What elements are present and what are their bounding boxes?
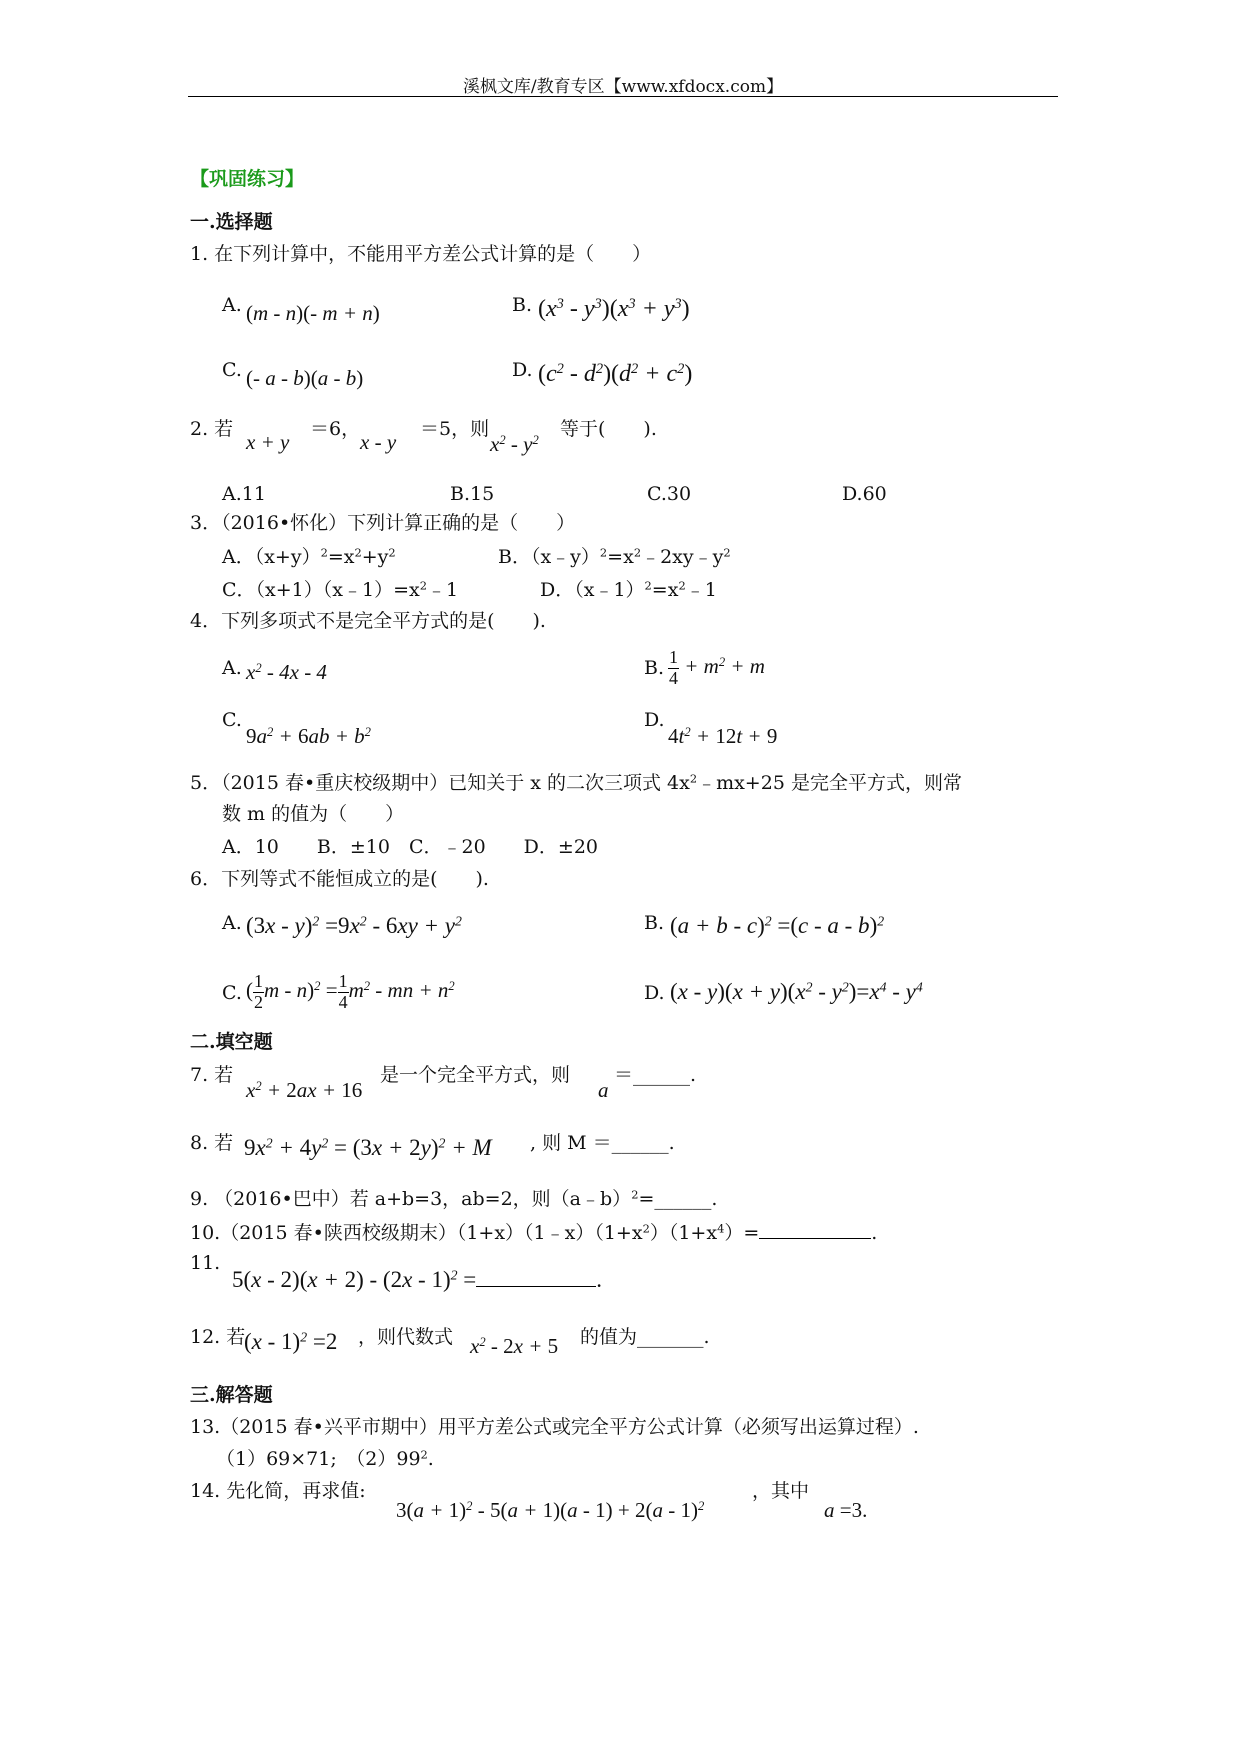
q1-option-b-expr: $(x^3 - y^3)(x^3 + y^3)$: [538, 296, 690, 322]
q7-part-3: ＝______.: [614, 1064, 697, 1086]
q1-option-d-label: D.: [512, 359, 533, 381]
q1-option-c-label: C.: [222, 359, 242, 381]
q4-option-c-expr: $9a^2 + 6ab + b^2$: [246, 724, 371, 748]
q4-option-b-label: B.: [644, 657, 665, 679]
q6-option-b-expr: $(a + b - c)^2 =(c - a - b)^2$: [670, 913, 885, 938]
q4-option-d-expr: $4t^2 + 12t + 9$: [668, 724, 778, 748]
q9-text: 9. （2016•巴中）若 a+b=3，ab=2，则（a﹣b）$^2$=______.: [190, 1187, 718, 1210]
q6-option-d-expr: $(x - y)(x + y)(x^2 - y^2)=x^4 - y^4$: [670, 979, 923, 1004]
q3-option-a: A．$(x+y)^2=x^2+y^2$: [222, 545, 396, 568]
q4-stem: 4．下列多项式不是完全平方式的是( ).: [190, 610, 546, 632]
q6-option-c-expr: ( $\frac{1}{2}$ m - n)$^2$ = $\frac{1}{4}$ $m^2$ - mn + $n^2$: [246, 971, 455, 1012]
q3-option-b: B．$(x﹣y)^2=x^2﹣2xy﹣y^2$: [498, 545, 731, 568]
q2-part-2: ＝6，: [310, 418, 361, 440]
q14-expr: $3(a + 1)^2 - 5(a + 1)(a - 1) + 2(a - 1)^2$: [396, 1498, 705, 1522]
q6-option-a-label: A.: [222, 912, 242, 934]
q13-stem: 13.（2015 春•兴平市期中）用平方差公式或完全平方公式计算（必须写出运算过程）.: [190, 1416, 919, 1438]
q8-part-1: 8. 若: [190, 1132, 234, 1154]
q2-part-1: 2. 若: [190, 418, 234, 440]
q12-part-3: 的值为_______.: [580, 1326, 710, 1348]
q5-stem-line-2: 数 m 的值为（ ）: [222, 803, 405, 825]
q8-expr: $9x^2 + 4y^2 = (3x + 2y)^2 + M$: [244, 1135, 492, 1160]
q12-expr-condition: (x - 1)$^2$ =2: [244, 1329, 338, 1354]
q4-option-a-expr: $x^2 - 4x - 4$: [246, 660, 327, 684]
q1-option-c-expr: (- a - b)(a - b): [246, 366, 364, 390]
q1-option-d-expr: $(c^2 - d^2)(d^2 + c^2)$: [538, 361, 693, 387]
q4-option-a-label: A.: [222, 657, 242, 679]
section-answer: 三.解答题: [190, 1384, 273, 1406]
q12-part-1: 12. 若: [190, 1326, 246, 1348]
q2-option-d: D.60: [842, 483, 887, 505]
q5-options: A．10 B．±10 C．﹣20 D．±20: [222, 836, 599, 858]
q6-option-c-label: C.: [222, 982, 242, 1004]
q14-part-2: ，其中: [752, 1480, 810, 1502]
q7-var-a: a: [598, 1078, 609, 1102]
q6-option-a-expr: $(3x - y)^2 =9x^2 - 6xy + y^2$: [246, 913, 462, 938]
section-choice: 一.选择题: [190, 211, 273, 233]
q5-stem-line-1: 5．（2015 春•重庆校级期中）已知关于 x 的二次三项式 $4x^2﹣mx+25$ 是完全平方式，则常: [190, 771, 962, 794]
q14-part-1: 14. 先化简，再求值:: [190, 1480, 366, 1502]
q4-option-c-label: C.: [222, 709, 242, 731]
q3-option-c: C．$(x+1)(x﹣1)=x^2﹣1$: [222, 578, 459, 601]
q2-option-a: A.11: [222, 483, 266, 505]
q7-part-1: 7. 若: [190, 1064, 234, 1086]
q2-part-3: ＝5，则: [420, 418, 490, 440]
q2-part-4: 等于( ).: [560, 418, 657, 440]
q6-option-d-label: D.: [644, 982, 665, 1004]
q6-stem: 6．下列等式不能恒成立的是( ).: [190, 868, 489, 890]
q3-stem: 3．（2016•怀化）下列计算正确的是（ ）: [190, 512, 576, 534]
q2-expr-sum: x + y: [246, 430, 290, 454]
q2-option-c: C.30: [647, 483, 692, 505]
q12-part-2: ，则代数式: [358, 1326, 454, 1348]
q3-option-d: D．$(x﹣1)^2=x^2﹣1$: [540, 578, 717, 601]
q2-option-b: B.15: [450, 483, 495, 505]
q7-expr: $x^2 + 2ax + 16$: [246, 1078, 363, 1102]
section-fill-in: 二.填空题: [190, 1031, 273, 1053]
q1-option-a-label: A.: [222, 294, 242, 316]
q11-label: 11.: [190, 1252, 221, 1274]
q6-option-b-label: B.: [644, 912, 665, 934]
q4-option-d-label: D.: [644, 709, 665, 731]
q1-option-a-expr: (m - n)(- m + n): [246, 301, 380, 325]
header-divider: [188, 96, 1058, 97]
q8-part-2: , 则 M ＝______.: [530, 1132, 675, 1154]
q2-expr-square-diff: $x^2 - y^2$: [490, 432, 539, 456]
q13-subquestions: （1）69×71; $(2)99^2$.: [216, 1447, 434, 1470]
section-title: 【巩固练习】: [190, 168, 305, 190]
q11-expr: 5(x - 2)(x + 2) - (2x - 1)$^2$ = .: [232, 1267, 603, 1292]
q10-text: 10.（2015 春•陕西校级期末）$(1+x)(1﹣x)(1+x^2)(1+x^4)=$ .: [190, 1221, 878, 1244]
q1-option-b-label: B.: [512, 294, 533, 316]
q2-expr-diff: x - y: [360, 430, 397, 454]
q14-condition: a =3.: [824, 1498, 868, 1522]
q12-expr-target: $x^2 - 2x + 5$: [470, 1334, 559, 1358]
q7-part-2: 是一个完全平方式，则: [380, 1064, 571, 1086]
page-header: 溪枫文库/教育专区【www.xfdocx.com】: [462, 77, 784, 97]
q4-option-b-expr: $\frac{1}{4}$ + $m^2 + m$: [669, 647, 765, 688]
q1-stem: 1. 在下列计算中，不能用平方差公式计算的是（ ）: [190, 243, 652, 265]
